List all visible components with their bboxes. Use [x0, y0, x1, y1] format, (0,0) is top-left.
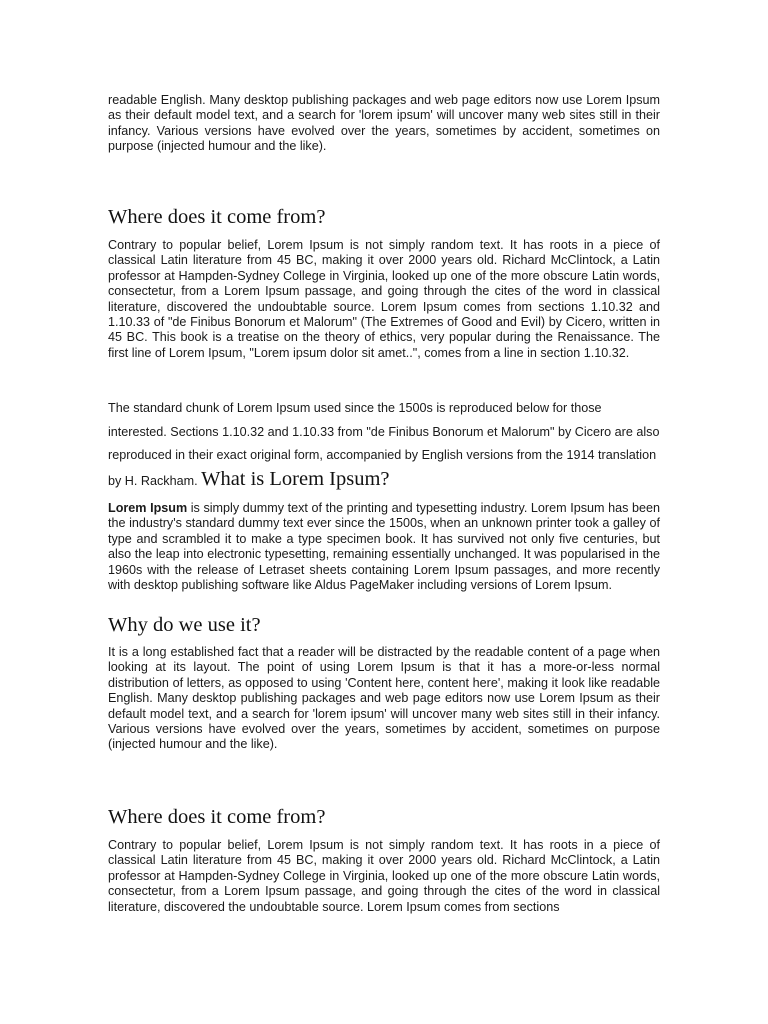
heading-why-do-we-use-it: Why do we use it?: [108, 614, 261, 636]
paragraph-contrary-belief: Contrary to popular belief, Lorem Ipsum is not simply random text. It has roots in a piece of classical Latin literature from 45 BC, making it over 2000 years old. Richard McClintock, a Latin professor at Hampden-Sydney College in Virginia, looked up one of the more obscure Latin words, consectetur, from a Lorem Ipsum passage, and going through the cites of the word in classical literature, discovered the undoubtable source. Lorem Ipsum comes from sections 1.10.32 and 1.10.33 of "de Finibus Bonorum et Malorum" (The Extremes of Good and Evil) by Cicero, written in 45 BC. This book is a treatise on the theory of ethics, very popular during the Renaissance. The first line of Lorem Ipsum, "Lorem ipsum dolor sit amet..", comes from a line in section 1.10.32.: [108, 238, 660, 360]
heading-what-is-lorem-ipsum: What is Lorem Ipsum?: [201, 467, 390, 490]
dummy-text-body: is simply dummy text of the printing and typesetting industry. Lorem Ipsum has been the industry's standard dummy text ever since the 1500s, when an unknown printer took a galley of type and scrambled it to make a type specimen book. It has survived not only five centuries, but also the leap into electronic typesetting, remaining essentially unchanged. It was popularised in the 1960s with the release of Letraset sheets containing Lorem Ipsum passages, and more recently with desktop publishing software like Aldus PageMaker including versions of Lorem Ipsum.: [108, 501, 660, 593]
standard-chunk-text: The standard chunk of Lorem Ipsum used since the 1500s is reproduced below for those interested. Sections 1.10.32 and 1.10.33 from "de Finibus Bonorum et Malorum" by Cicero are also reproduced in their exact original form, accompanied by English versions from the 1914 translation by H. Rackham.: [108, 401, 660, 488]
paragraph-long-established-fact: It is a long established fact that a reader will be distracted by the readable content of a page when looking at its layout. The point of using Lorem Ipsum is that it has a more-or-less normal distribution of letters, as opposed to using 'Content here, content here', making it look like readable English. Many desktop publishing packages and web page editors now use Lorem Ipsum as their default model text, and a search for 'lorem ipsum' will uncover many web sites still in their infancy. Various versions have evolved over the years, sometimes by accident, sometimes on purpose (injected humour and the like).: [108, 645, 660, 752]
paragraph-readable-english: readable English. Many desktop publishing packages and web page editors now use Lorem Ipsum as their default model text, and a search for 'lorem ipsum' will uncover many web sites still in their infancy. Various versions have evolved over the years, sometimes by accident, sometimes on purpose (injected humour and the like).: [108, 93, 660, 154]
bold-lead-lorem-ipsum: Lorem Ipsum: [108, 501, 188, 515]
heading-where-does-it-come-from: Where does it come from?: [108, 206, 326, 228]
paragraph-standard-chunk: [108, 397, 660, 493]
heading-where-does-it-come-from-2: Where does it come from?: [108, 806, 326, 828]
paragraph-contrary-belief-2: Contrary to popular belief, Lorem Ipsum is not simply random text. It has roots in a piece of classical Latin literature from 45 BC, making it over 2000 years old. Richard McClintock, a Latin professor at Hampden-Sydney College in Virginia, looked up one of the more obscure Latin words, consectetur, from a Lorem Ipsum passage, and going through the cites of the word in classical literature, discovered the undoubtable source. Lorem Ipsum comes from sections: [108, 838, 660, 914]
paragraph-lorem-ipsum-dummy: [108, 501, 660, 593]
